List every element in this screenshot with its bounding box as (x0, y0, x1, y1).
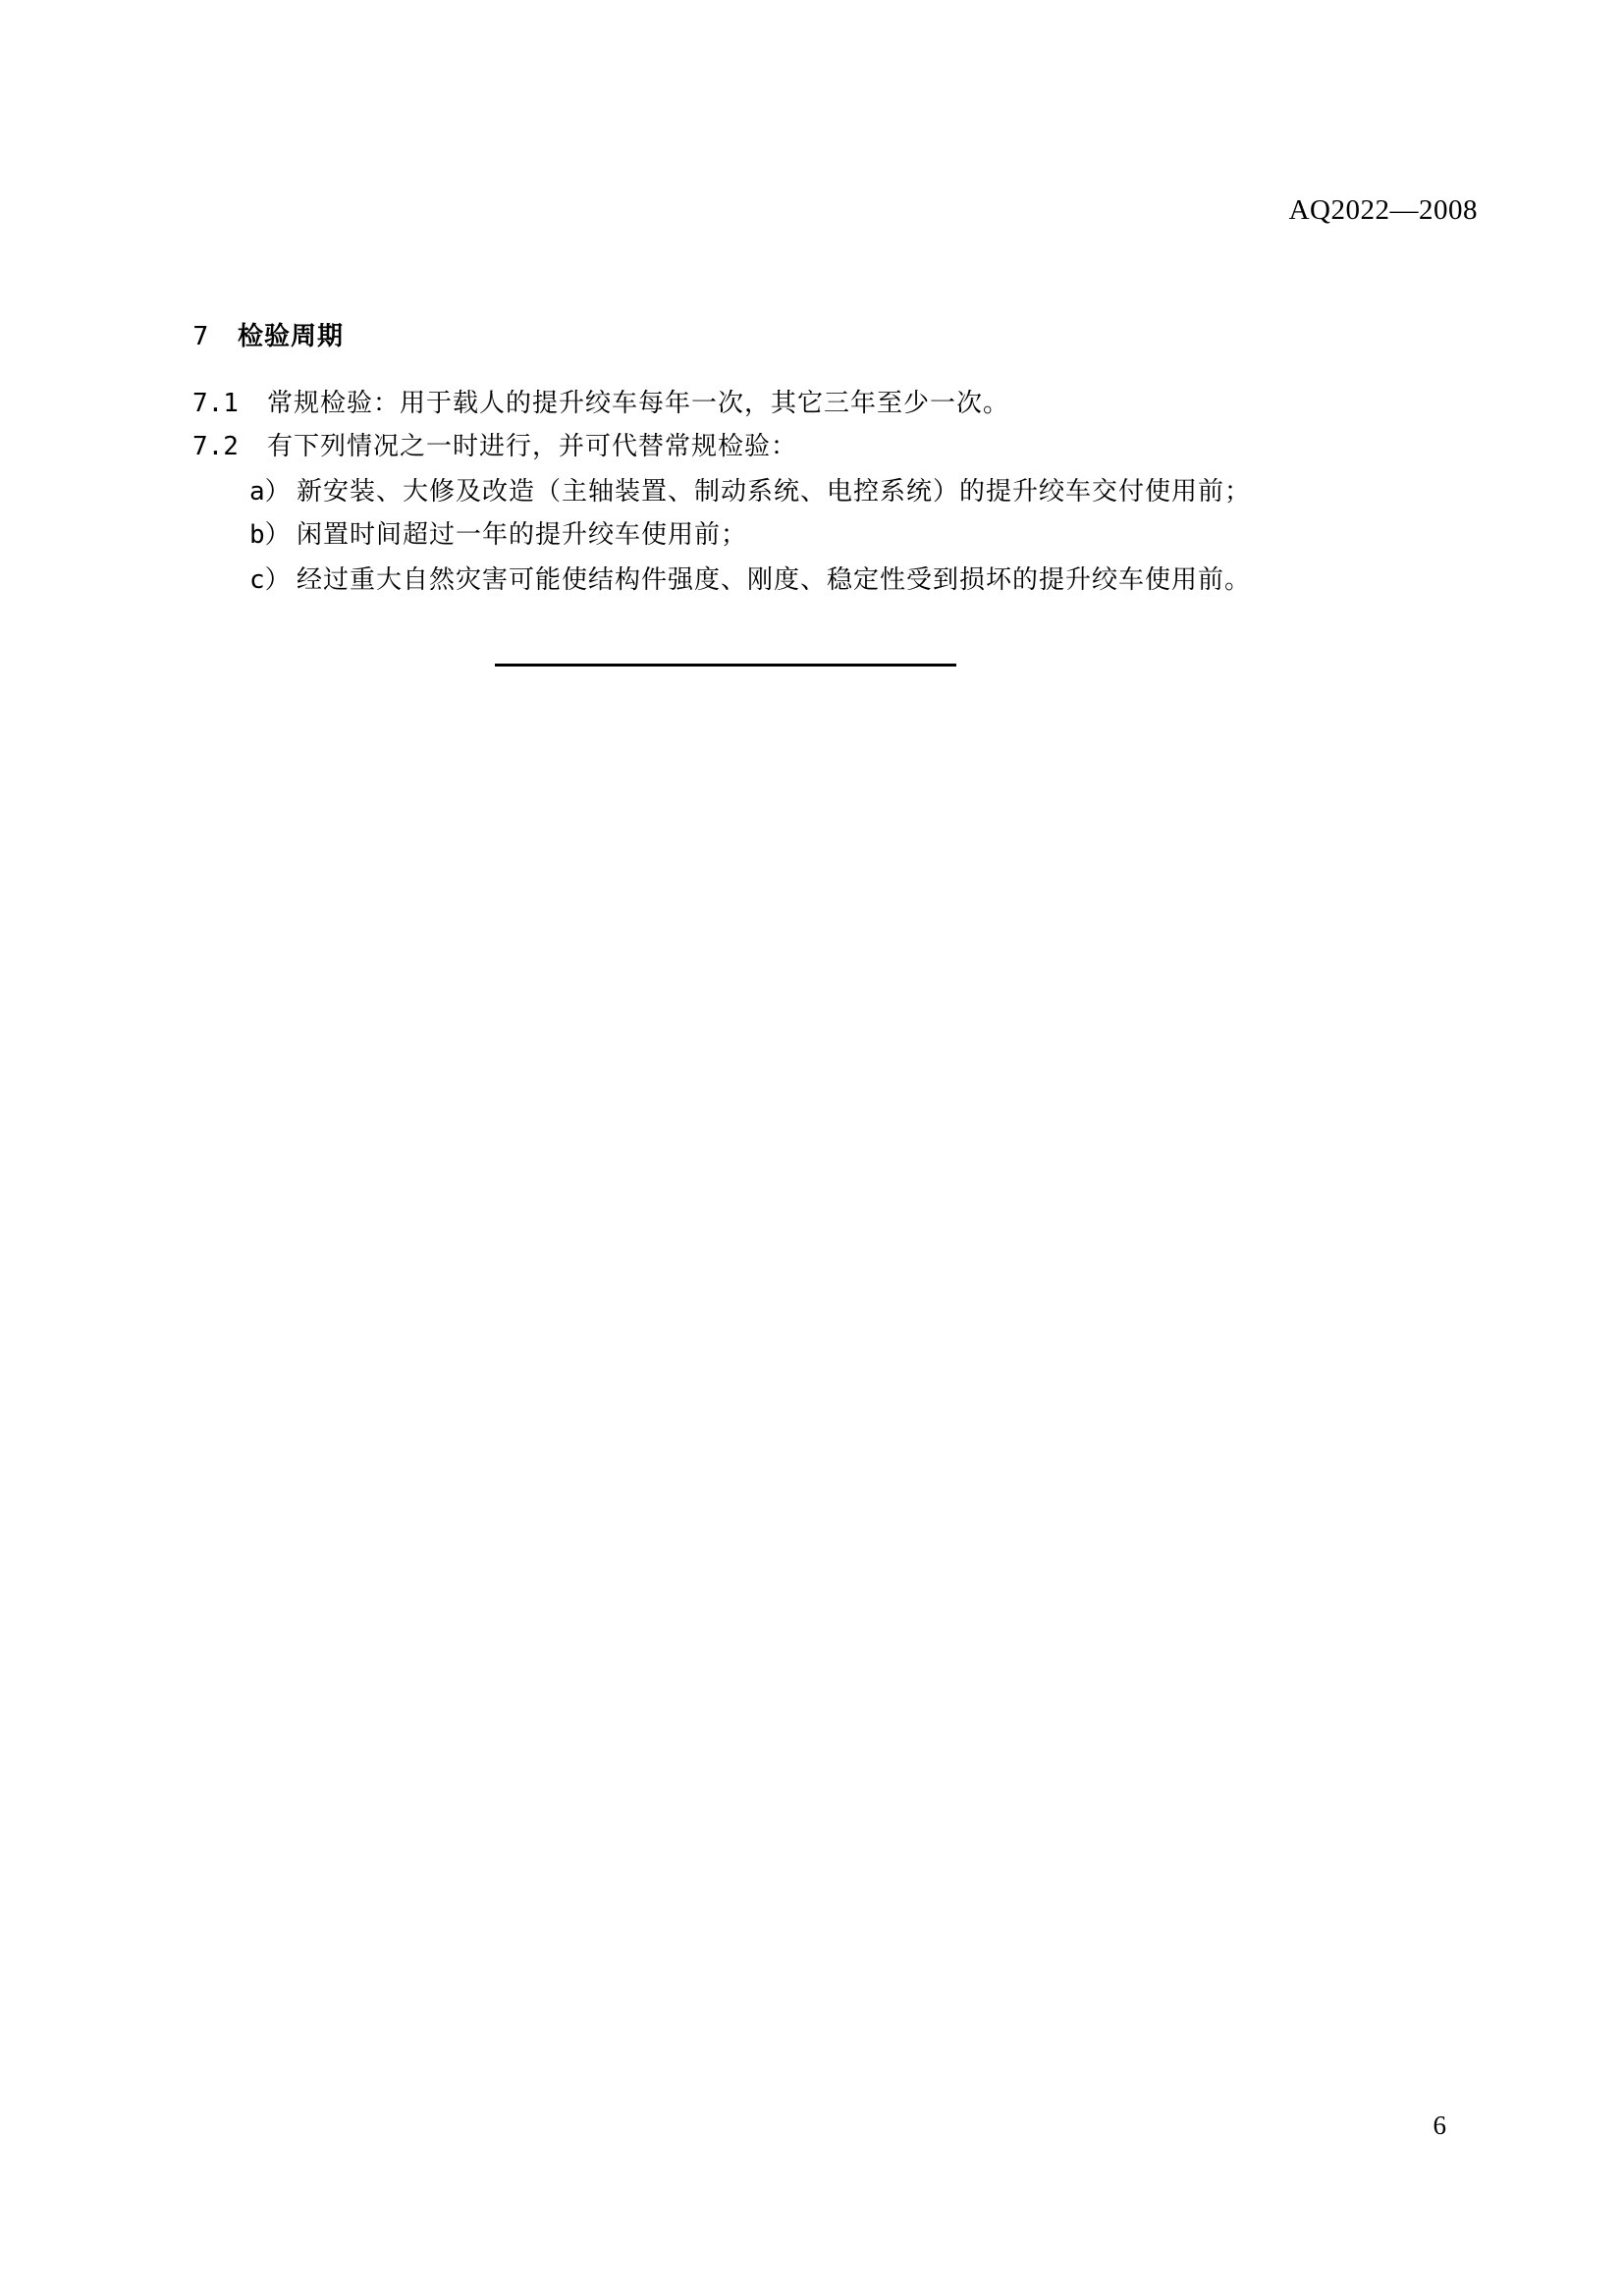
clause-7-1 (192, 383, 1009, 419)
list-item-label: a） (249, 477, 291, 507)
clause-text: 常规检验：用于载人的提升绞车每年一次，其它三年至少一次。 (267, 389, 1010, 418)
list-item-label: c） (249, 565, 291, 595)
list-item-b (249, 514, 747, 551)
list-item-c (249, 560, 1251, 596)
list-item-text: 新安装、大修及改造（主轴装置、制动系统、电控系统）的提升绞车交付使用前； (297, 477, 1252, 507)
clause-7-2 (192, 426, 797, 462)
list-item-text: 闲置时间超过一年的提升绞车使用前； (297, 520, 748, 550)
page-number: 6 (1433, 2110, 1446, 2140)
list-item-a (249, 471, 1251, 507)
end-of-standard-rule (495, 664, 956, 667)
clause-text: 有下列情况之一时进行，并可代替常规检验： (267, 432, 798, 461)
section-title: 检验周期 (238, 322, 345, 351)
section-number: 7 (192, 322, 209, 351)
list-item-text: 经过重大自然灾害可能使结构件强度、刚度、稳定性受到损坏的提升绞车使用前。 (297, 565, 1252, 595)
clause-number: 7.2 (192, 432, 239, 461)
list-item-label: b） (249, 520, 291, 550)
clause-number: 7.1 (192, 389, 239, 418)
standard-code: AQ2022—2008 (1288, 194, 1478, 226)
section-heading (192, 316, 344, 352)
